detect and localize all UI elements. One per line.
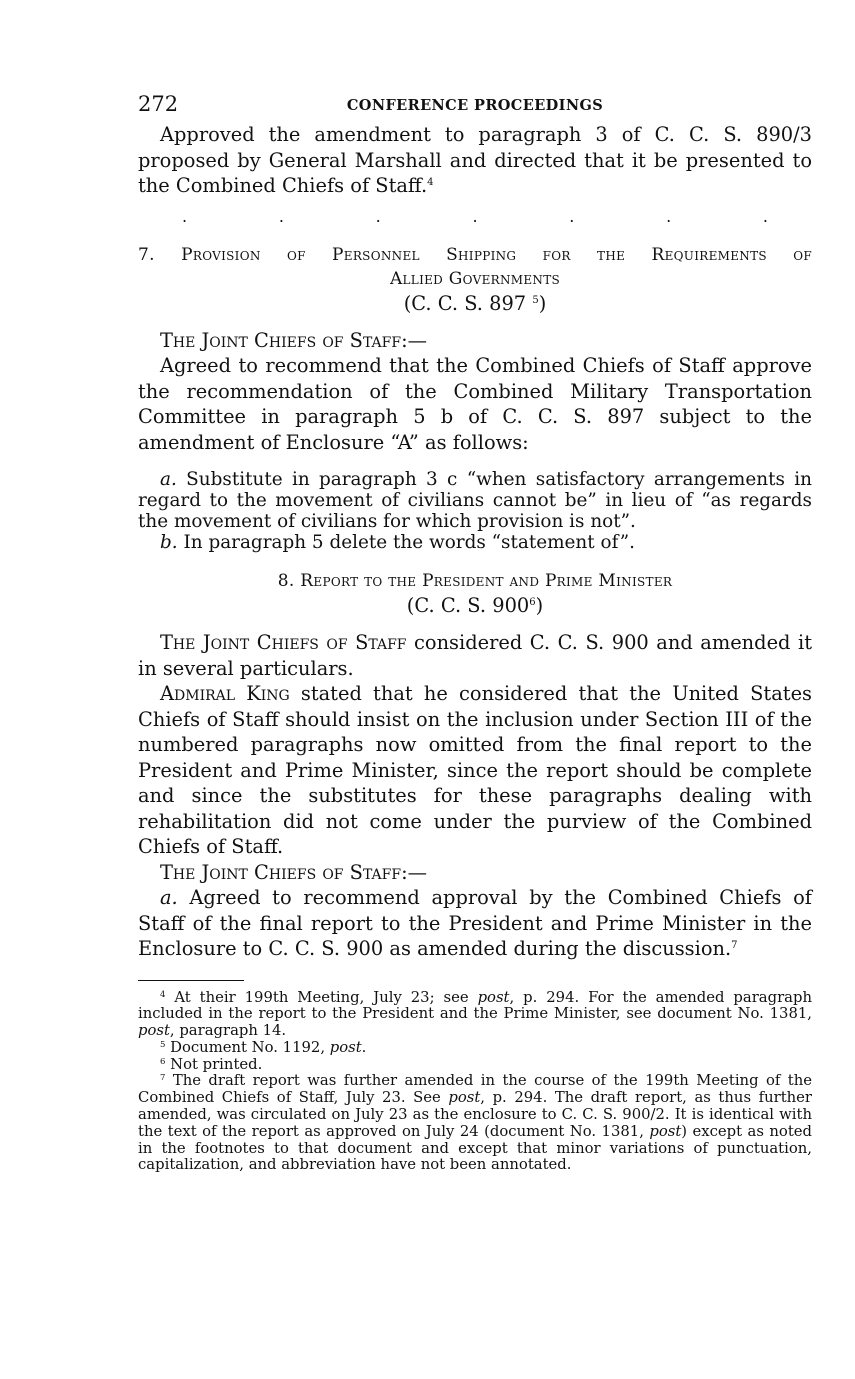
footnote-ref-7: 7	[731, 940, 738, 951]
paragraph-approved-text: Approved the amendment to paragraph 3 of C. C. S. 890/3 proposed by General Marshall and directed that it be presented to the Combined Chiefs of Staff.	[138, 123, 812, 197]
footnote-4-text-end: , paragraph 14.	[169, 1022, 287, 1040]
dot: .	[278, 206, 284, 226]
footnote-4-post-2: post	[138, 1022, 170, 1040]
dot: .	[666, 206, 672, 226]
paragraph-admiral-king	[138, 681, 812, 860]
dot: .	[182, 206, 188, 226]
footnote-4-text-mid: , p. 294. For the amended paragraph included in the report to the President and the Prime Minister, see document No. 1381,	[138, 988, 812, 1023]
amendment-b-label: b.	[160, 532, 178, 553]
running-header	[138, 92, 812, 122]
section-7-heading-line2: Allied Governments	[389, 268, 561, 289]
footnote-7-text-end: ) except as noted in the footnotes to that document and except that minor variations of punctuation, capitalization, and abbreviation have not been annotated.	[138, 1122, 812, 1174]
footnote-6-text: Not printed.	[165, 1055, 263, 1073]
amendment-a-text: Substitute in paragraph 3 c “when satisfactory arrangements in regard to the movement of civilians cannot be” in lieu of “as regards the movement of civilians for which provision is not”.	[138, 469, 812, 532]
footnote-divider	[138, 980, 244, 981]
paragraph-final-a	[138, 885, 812, 962]
amendment-a	[138, 469, 812, 532]
footnote-7	[138, 1073, 812, 1174]
footnote-7-text-mid: , p. 294. The draft report, as thus further amended, was circulated on July 23 as the enclosure to C. C. S. 900/2. It is identical with the text of the report as approved on July 24 (document No. 1381,	[138, 1089, 812, 1140]
section-8-citation-close: )	[535, 594, 544, 617]
jcs-label-2: The Joint Chiefs of Staff	[160, 631, 407, 654]
section-7-citation-text: (C. C. S. 897	[403, 291, 527, 315]
footnote-5	[138, 1040, 812, 1057]
amendment-list	[138, 469, 812, 553]
footnote-ref-6: 6	[529, 597, 536, 608]
amendment-a-label: a.	[160, 469, 177, 490]
footnote-ref-4: 4	[427, 177, 434, 188]
section-7-citation-close: )	[538, 291, 547, 315]
section-8-heading: 8. Report to the President and Prime Minister	[277, 571, 673, 591]
dot: .	[569, 206, 575, 226]
footnote-5-text: Document No. 1192,	[165, 1038, 330, 1056]
jcs-label-1: The Joint Chiefs of Staff:—	[160, 328, 427, 352]
running-title: CONFERENCE PROCEEDINGS	[346, 97, 604, 114]
ellipsis-dots	[138, 206, 812, 226]
paragraph-approved	[138, 122, 812, 199]
jcs-label-3: The Joint Chiefs of Staff:—	[160, 860, 427, 884]
section-7-citation	[138, 291, 812, 316]
section-8-citation-text: (C. C. S. 900	[406, 594, 530, 617]
paragraph-final-a-text: Agreed to recommend approval by the Combined Chiefs of Staff of the final report to the President and Prime Minister in the Enclosure to C. C. S. 900 as amended during the discussion.	[138, 886, 812, 960]
footnote-5-number: 5	[160, 1039, 166, 1050]
amendment-b	[138, 532, 812, 553]
footnote-7-number: 7	[160, 1073, 166, 1084]
dot: .	[762, 206, 768, 226]
section-7-heading-line1: 7. Provision of Personnel Shipping for the Requirements of	[138, 244, 812, 265]
page-number: 272	[138, 92, 179, 116]
footnote-4-post: post	[477, 988, 510, 1006]
paragraph-considered	[138, 630, 812, 681]
footnote-4-number: 4	[160, 989, 166, 1000]
footnotes	[138, 990, 812, 1175]
paragraph-admiral-king-text: stated that he considered that the United States Chiefs of Staff should insist on the inclusion under Section III of the numbered paragraphs now omitted from the final report to the President and Prime Minister, since the report should be complete and since the substitutes for these paragraphs dealing with rehabilitation did not come under the purview of the Combined Chiefs of Staff.	[138, 682, 812, 858]
dot: .	[375, 206, 381, 226]
section-8-citation	[138, 593, 812, 618]
footnote-4-text: At their 199th Meeting, July 23; see	[165, 988, 478, 1006]
paragraph-considered-text: considered C. C. S. 900 and amended it in several particulars.	[138, 631, 812, 680]
footnote-7-post: post	[448, 1089, 481, 1107]
document-page	[138, 92, 812, 1174]
admiral-king-label: Admiral King	[160, 682, 290, 705]
footnote-6	[138, 1057, 812, 1074]
amendment-b-text: In paragraph 5 delete the words “statement of”.	[183, 532, 635, 553]
footnote-5-post: post	[329, 1038, 362, 1056]
dot: .	[472, 206, 478, 226]
footnote-ref-5: 5	[532, 294, 539, 306]
footnote-7-text: The draft report was further amended in the course of the 199th Meeting of the Combined Chiefs of Staff, July 23. See	[138, 1072, 812, 1107]
footnote-4	[138, 990, 812, 1040]
final-a-label: a.	[160, 886, 178, 909]
footnote-5-text-end: .	[361, 1038, 367, 1056]
footnote-7-post-2: post	[649, 1122, 682, 1140]
footnote-6-number: 6	[160, 1056, 166, 1067]
paragraph-agreed: Agreed to recommend that the Combined Chiefs of Staff approve the recommendation of the Combined Military Transportation Committee in paragraph 5 b of C. C. S. 897 subject to the amendment of Enclosure “A” as follows:	[138, 354, 812, 454]
